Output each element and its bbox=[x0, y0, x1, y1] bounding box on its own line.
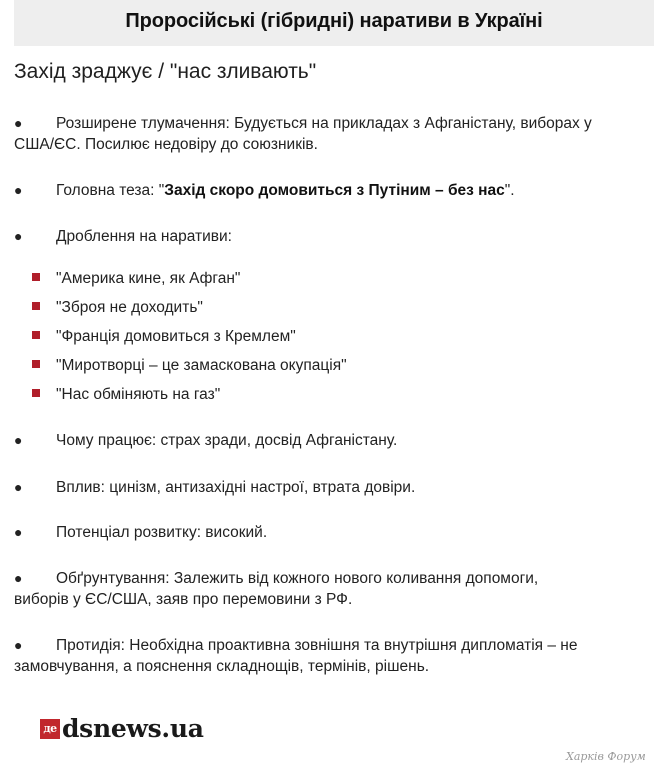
sub-list-item: "Америка кине, як Афган" bbox=[32, 268, 240, 290]
red-square-bullet-icon bbox=[32, 273, 40, 281]
bullet-icon: ● bbox=[14, 570, 23, 586]
bullet-icon: ● bbox=[14, 115, 23, 131]
dsnews-logo bbox=[40, 714, 204, 743]
logo-mark: де bbox=[40, 719, 60, 739]
red-square-bullet-icon bbox=[32, 360, 40, 368]
red-square-bullet-icon bbox=[32, 389, 40, 397]
list-item-continuation: виборів у ЄС/США, заяв про перемовини з РФ. bbox=[14, 591, 353, 608]
bullet-icon: ● bbox=[14, 228, 23, 244]
list-item-continuation: США/ЄС. Посилює недовіру до союзників. bbox=[14, 136, 318, 153]
watermark: Харків Форум bbox=[566, 750, 646, 763]
main-thesis: Захід скоро домовиться з Путіним – без нас bbox=[164, 182, 505, 199]
bullet-icon: ● bbox=[14, 524, 23, 540]
list-item: ● Головна теза: "Захід скоро домовиться з Путіним – без нас". bbox=[14, 179, 644, 202]
sub-list-item: "Зброя не доходить" bbox=[32, 297, 203, 319]
list-item: ● Протидія: Необхідна проактивна зовнішня та внутрішня дипломатія – не bbox=[14, 634, 644, 657]
list-item-continuation: замовчування, а пояснення складнощів, термінів, рішень. bbox=[14, 658, 430, 675]
red-square-bullet-icon bbox=[32, 302, 40, 310]
list-item: ● Вплив: цинізм, антизахідні настрої, втрата довіри. bbox=[14, 476, 644, 499]
logo-text: dsnews.ua bbox=[62, 714, 204, 743]
list-item: ● Чому працює: страх зради, досвід Афганістану. bbox=[14, 429, 644, 452]
sub-list-item: "Миротворці – це замаскована окупація" bbox=[32, 355, 347, 377]
list-item: ● Обґрунтування: Залежить від кожного нового коливання допомоги, bbox=[14, 567, 644, 590]
sub-list-item: "Франція домовиться з Кремлем" bbox=[32, 326, 296, 348]
page-title: Проросійські (гібридні) наративи в Україні bbox=[125, 10, 543, 32]
bullet-icon: ● bbox=[14, 182, 23, 198]
bullet-icon: ● bbox=[14, 479, 23, 495]
list-item: ● Дроблення на наративи: bbox=[14, 225, 644, 248]
list-item: ● Потенціал розвитку: високий. bbox=[14, 521, 644, 544]
sub-list-item: "Нас обміняють на газ" bbox=[32, 384, 220, 406]
list-item: ● Розширене тлумачення: Будується на прикладах з Афганістану, виборах у bbox=[14, 112, 644, 135]
section-subtitle: Захід зраджує / "нас зливають" bbox=[14, 60, 317, 83]
red-square-bullet-icon bbox=[32, 331, 40, 339]
page-header bbox=[14, 0, 654, 46]
bullet-icon: ● bbox=[14, 432, 23, 448]
bullet-icon: ● bbox=[14, 637, 23, 653]
